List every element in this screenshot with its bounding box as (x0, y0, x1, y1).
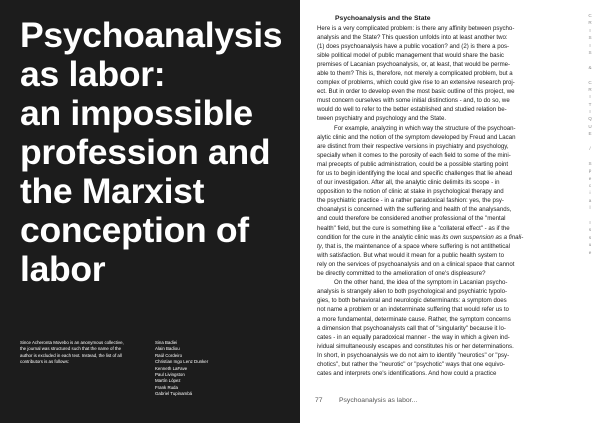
contributor-name: Alain Badiou (155, 346, 180, 352)
contributor-name: Gabriel Tupinambá (155, 391, 193, 397)
body-line: analysis and the State? This question unfolds into at least another two: (317, 33, 508, 41)
body-line: complex of problems, which could give rise to an extensive research proj- (317, 79, 515, 87)
side-label-word: & (588, 64, 592, 70)
right-page (300, 0, 600, 423)
body-line: be directly committed to the amelioration of one's displeasure? (317, 270, 486, 278)
body-line: analysis is strangely alien to both psychological and psychiatric typolo- (317, 288, 508, 296)
body-line: would do well to refer to the better established and studied relation be- (317, 106, 507, 114)
page-footer (315, 396, 585, 405)
title-line: Psychoanalysis (20, 15, 283, 55)
contributor-list (155, 340, 275, 398)
contributor-name: Martín López (155, 378, 181, 384)
body-line: a dimension that psychoanalysts call that of "singularity" because it lo- (317, 324, 506, 332)
body-line: ty, that is, the maintenance of a space where suffering is not antithetical (317, 242, 510, 250)
body-line: chotics", but rather the "neurotic" or "psychotic" ways that one equivo- (317, 360, 505, 368)
body-line: tween psychiatry and psychology and the State. (317, 115, 447, 123)
side-label-word: C R I S I S (588, 13, 592, 55)
body-line: a more fundamental, determinate cause. Rather, the symptom concerns (317, 315, 511, 323)
body-line: cates - in an equally paradoxical manner - the way in which a given ind- (317, 333, 510, 341)
body-line: rely on the services of psychoanalysis and on a clinical space that cannot (317, 260, 515, 268)
title-line: conception of (20, 210, 249, 250)
title-line: labor (20, 249, 106, 289)
body-line: cates and interprets one's identifications. And how could a practice (317, 370, 497, 378)
title-line: an impossible (20, 93, 253, 133)
body-text (317, 24, 569, 379)
contributor-name: Christian Ingo Lenz Dunker (155, 359, 209, 365)
side-label-word: / (589, 146, 591, 152)
contributor-name: Kenneth LaFave (155, 365, 188, 371)
body-line: premises of Lacanian psychoanalysis, or, at least, that would be perme- (317, 60, 511, 68)
body-line: (1) does psychoanalysis have a public vocation? and (2) is there a pos- (317, 42, 510, 50)
side-label-word: C R I T I Q U E (588, 79, 592, 137)
anonymity-note: Since Acheronta Movebo is an anonymous collective, the journal was structured such that the name of the author is excluded in each text. Instead, the list of all contributors is as follows: (20, 340, 124, 365)
body-line: with satisfaction. But what would it mean for a public health system to (317, 251, 504, 259)
body-line: For example, analyzing in which way the structure of the psychoan- (334, 124, 516, 132)
article-title (20, 16, 296, 289)
body-line: opposition to the notion of clinic at stake in psychological therapy and (317, 188, 504, 196)
body-line: In short, in psychoanalysis we do not aim to identify "neurotics" or "psy- (317, 351, 510, 359)
contributor-name: Frank Ruda (155, 384, 178, 390)
body-line: able to them? This is, therefore, not merely a complicated problem, but a (317, 69, 513, 77)
title-line: the Marxist (20, 171, 205, 211)
body-line: ividual simultaneously escapes and constitutes his or her determinations. (317, 342, 514, 350)
page-number: 77 (315, 397, 323, 404)
body-line: Here is a very complicated problem: is there any affinity between psycho- (317, 24, 515, 32)
body-line: the psychiatric practice - in a rather paradoxical fashion: yes, the psy- (317, 197, 504, 205)
body-line: are distinct from their respective versions in psychiatry and psychology, (317, 142, 509, 150)
body-line: not name a problem or an indeterminate suffering that would refer us to (317, 306, 509, 314)
body-line: specially when it comes to the porosity of each field to some of the mini- (317, 151, 511, 159)
running-footer: Psychoanalysis as labor... (339, 397, 418, 404)
contributor-name: Raúl Cordeiro (155, 352, 183, 358)
body-line: condition for the cure in the analytic clinic was its own suspension as a finali- (317, 233, 524, 241)
body-line: must concern ourselves with some initial distinctions - and, to do so, we (317, 97, 510, 105)
body-line: for us to begin identifying the local and specific challenges that lie ahead (317, 170, 513, 177)
contributor-name: Paul Livingston (155, 372, 185, 378)
body-line: and could therefore be considered another professional of the "mental (317, 215, 506, 223)
title-line: profession and (20, 132, 271, 172)
title-line: as labor: (20, 54, 166, 94)
body-line: gies, to both behavioral and neurologic determinants: a symptom does (317, 297, 507, 305)
body-line: mal precepts of public administration, could be a possible starting point (317, 160, 509, 168)
body-line: sible political model of public management that would share the basic (317, 51, 504, 59)
side-label-word: I s s u e (588, 219, 592, 255)
body-line: On the other hand, the idea of the symptom in Lacanian psycho- (334, 279, 508, 287)
side-label-word: S p e c i a l (588, 160, 592, 211)
body-line: alytic clinic and the notion of the symptom developed by Freud and Lacan (317, 133, 516, 141)
contributor-name: Sina Badiei (155, 340, 178, 345)
body-line: choanalyst is concerned with the suffering and health of the analysands, (317, 206, 512, 214)
body-line: health" field, but the cure is something like a "collateral effect" - as if the (317, 224, 510, 232)
body-line: ect. But in order to develop even the most basic outline of this project, we (317, 88, 515, 96)
section-heading: Psychoanalysis and the State (335, 15, 431, 22)
journal-side-label (586, 12, 594, 256)
body-line: of our investigation. After all, the analytic clinic delimits its scope - in (317, 179, 500, 187)
